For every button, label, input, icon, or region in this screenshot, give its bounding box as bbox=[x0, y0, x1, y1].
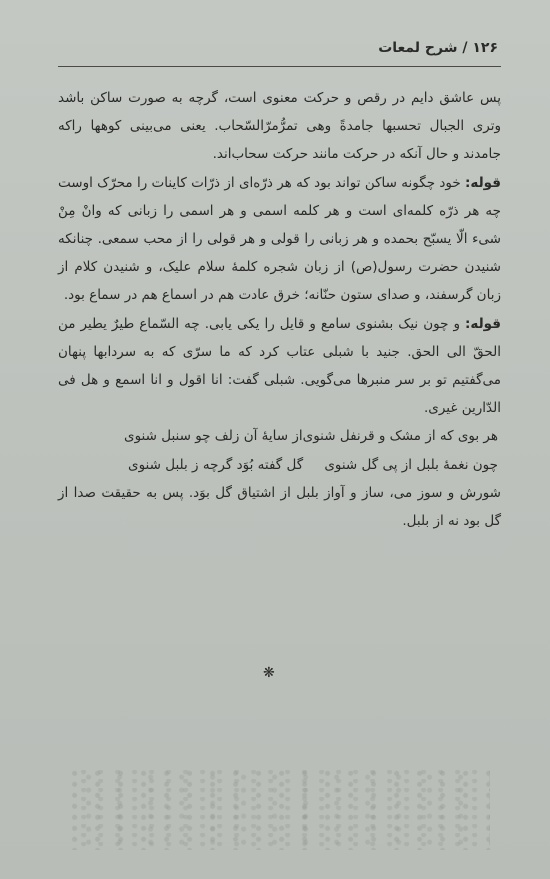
paragraph-1: پس عاشق دایم در رقص و حرکت معنوی است، گرچه به صورت ساکن باشد وتری الجبال تحسبها جامدةً وهی تمرُّمرّالسّحاب. یعنی می‌بینی کوهها راکه جامدند و حال آنکه در حرکت مانند حرکت سحاب‌اند. bbox=[58, 90, 501, 163]
scan-noise bbox=[70, 770, 490, 850]
verse-2-right-hemistich: چون نغمهٔ بلبل از پی گل شنوی bbox=[324, 456, 498, 473]
paragraph-2 bbox=[58, 169, 501, 310]
verse-1-right-hemistich: هر بوی که از مشک و قرنفل شنوی bbox=[302, 428, 498, 445]
paragraph-2-lead: قوله: bbox=[465, 174, 501, 191]
header-rule bbox=[58, 66, 501, 67]
text-block bbox=[58, 84, 501, 535]
paragraph-2-text: خود چگونه ساکن تواند بود که هر ذرّه‌ای از ذرّات کاینات را محرّک اوست چه هر ذرّه کلمه‌ای است و هر کلمه اسمی و هر اسمی را زبانی که وانْ مِنْ شیء الّا یسبّح بحمده و هر زبانی را قولی و هر قولی را از محب سمعی. چنانکه شنیدن حضرت رسول(ص) از زبان شجره کلمهٔ سلام علیک، و شنیدن کلام از زبان گرسفند، و صدای ستون حنّانه؛ خرق عادت هم در اسماع هم در سماع بود. bbox=[58, 174, 501, 304]
paragraph-4: شورش و سوز می، ساز و آواز بلبل از اشتیاق گل بوَد. پس به حقیقت صدا از گل بود نه از بلبل. bbox=[58, 484, 501, 530]
verse-1-left-hemistich: از سایهٔ آن زلف چو سنبل شنوی bbox=[124, 428, 303, 445]
paragraph-3-lead: قوله: bbox=[465, 315, 501, 332]
verse-2-left-hemistich: گل گفته بُوَد گرچه ز بلبل شنوی bbox=[128, 456, 304, 473]
section-ornament-icon: ❋ bbox=[263, 665, 275, 681]
verse-line-2 bbox=[128, 451, 498, 479]
paragraph-3 bbox=[58, 310, 501, 423]
verse-line-1 bbox=[124, 422, 498, 450]
paragraph-3-text: و چون نیک بشنوی سامع و قایل را یکی یابی. چه السّماع طیرٌ یطیر من الحقّ الی الحق. جنید با شبلی عتاب کرد که ما سرّی که به سردابها پنهان می‌گفتیم تو بر سر منبرها می‌گویی. شبلی گفت: انا اقول و انا اسمع و هل فی الدّارین غیری. bbox=[58, 315, 501, 417]
running-head: ۱۲۶ / شرح لمعات bbox=[378, 40, 498, 56]
